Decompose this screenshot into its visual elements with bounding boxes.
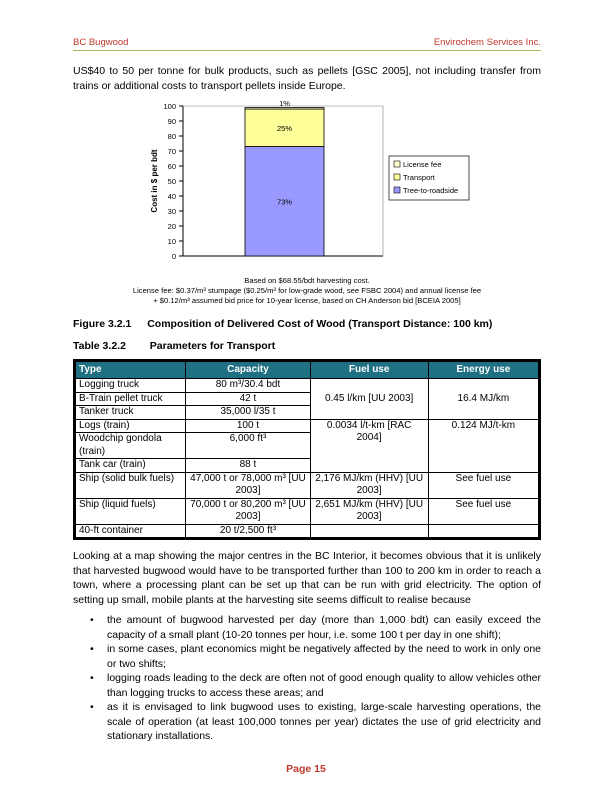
figure-number: Figure 3.2.1 [73,318,132,330]
cell-fuel-use: 2,176 MJ/km (HHV) [UU 2003] [310,472,428,498]
cell-capacity: 47,000 t or 78,000 m³ [UU 2003] [186,472,310,498]
cell-type: Logs (train) [75,419,186,433]
y-tick-label: 20 [167,222,176,231]
cell-type: Tanker truck [75,406,186,420]
body-paragraph: Looking at a map showing the major centres in the BC Interior, it becomes obvious that it is unlikely that harvested bugwood would have to be transported further than 100 to 200 km in order to reach a town, where a processing plant can be set up that can be run with grid electricity. The option of setting up small, mobile plants at the harvesting site seems difficult to realise because [73,550,541,606]
legend-label: Tree-to-roadside [403,186,459,195]
header-right: Envirochem Services Inc. [433,37,541,48]
cell-capacity: 88 t [186,459,310,473]
table-title: Parameters for Transport [149,340,276,352]
y-tick-label: 90 [167,117,176,126]
y-tick-label: 80 [167,132,176,141]
bullet-icon: • [90,614,94,626]
table-caption [73,340,275,352]
legend-label: License fee [403,160,442,169]
cell-energy-use: See fuel use [428,472,539,498]
y-tick-label: 10 [167,237,176,246]
list-item-text: the amount of bugwood harvested per day (more than 1,000 bdt) can easily exceed the capacity of a small plant (10-20 tonnes per hour, i.e. some 100 t per day in one shift); [107,614,541,641]
y-tick-label: 100 [163,102,176,111]
cell-fuel-use: 2,651 MJ/km (HHV) [UU 2003] [310,498,428,524]
cost-chart-svg [140,95,540,277]
cell-type: Ship (liquid fuels) [75,498,186,524]
cell-type: Ship (solid bulk fuels) [75,472,186,498]
cell-truck-energy: 16.4 MJ/km [428,379,539,420]
data-label: 73% [276,197,293,207]
data-label: 25% [276,123,293,133]
y-axis-label: Cost in $ per bdt [150,149,159,213]
y-tick-label: 70 [167,147,176,156]
data-label: 1% [279,99,290,108]
header-fuel-use: Fuel use [310,361,428,379]
header-rule [73,50,541,51]
cell-fuel-use-empty [310,524,428,539]
cell-capacity: 35,000 l/35 t [186,406,310,420]
cell-train-energy: 0.124 MJ/t-km [428,419,539,472]
chart-note-1: Based on $68.55/bdt harvesting cost. [244,276,370,285]
bullet-icon: • [90,701,94,713]
table-row [75,498,540,524]
cell-type: Logging truck [75,379,186,393]
intro-paragraph: US$40 to 50 per tonne for bulk products, such as pellets [GSC 2005], not including transfer from trains or additional costs to transport pellets inside Europe. [73,65,541,92]
cell-capacity: 80 m³/30.4 bdt [186,379,310,393]
list-item [73,671,541,700]
cost-chart [140,95,540,277]
table-row [75,472,540,498]
transport-parameters-table [73,359,541,540]
list-item [73,613,541,642]
y-ticks [163,102,183,261]
legend-swatch [394,174,400,180]
cell-energy-use-empty [428,524,539,539]
y-tick-label: 40 [167,192,176,201]
cell-train-fuel: 0.0034 l/t-km [RAC 2004] [310,419,428,472]
page-footer [0,763,612,775]
header-type: Type [75,361,186,379]
cell-type: B-Train pellet truck [75,392,186,406]
chart-note-2: License fee: $0.37/m³ stumpage ($0.25/m³ for low-grade wood, see FSBC 2004) and annual license fee [132,286,482,295]
list-item-text: in some cases, plant economics might be negatively affected by the need to work in only one or two shifts; [107,643,541,670]
header-left: BC Bugwood [73,37,129,48]
cell-capacity: 100 t [186,419,310,433]
y-tick-label: 0 [171,252,176,261]
cell-type: Woodchip gondola (train) [75,433,186,459]
cell-capacity: 42 t [186,392,310,406]
figure-caption [73,318,492,330]
legend-swatch [394,187,400,193]
bullet-icon: • [90,643,94,655]
cell-capacity: 20 t/2,500 ft³ [186,524,310,539]
legend-swatch [394,161,400,167]
y-tick-label: 50 [167,177,176,186]
figure-title: Composition of Delivered Cost of Wood (Transport Distance: 100 km) [147,318,493,330]
list-item [73,700,541,744]
reasons-list [73,613,541,744]
cell-capacity: 6,000 ft³ [186,433,310,459]
cell-type: 40-ft container [75,524,186,539]
table-row [75,419,540,433]
bullet-icon: • [90,672,94,684]
chart-note-3: + $0.12/m³ assumed bid price for 10-year license, based on CH Anderson bid [BCEIA 2005] [153,296,461,305]
header-capacity: Capacity [186,361,310,379]
cell-type: Tank car (train) [75,459,186,473]
cell-capacity: 70,000 t or 80,200 m³ [UU 2003] [186,498,310,524]
cell-energy-use: See fuel use [428,498,539,524]
y-tick-label: 60 [167,162,176,171]
list-item [73,642,541,671]
table-header-row [75,361,540,379]
page-label: Page [286,763,312,775]
bar-stack [245,99,324,256]
cell-truck-fuel: 0.45 l/km [UU 2003] [310,379,428,420]
y-tick-label: 30 [167,207,176,216]
table-row [75,379,540,393]
page-number: 15 [314,763,326,775]
table-row [75,524,540,539]
header-energy-use: Energy use [428,361,539,379]
list-item-text: logging roads leading to the deck are often not of good enough quality to allow vehicles other than logging trucks to access these areas; and [107,672,541,699]
table-number: Table 3.2.2 [73,340,126,352]
legend-label: Transport [403,173,435,182]
list-item-text: as it is envisaged to link bugwood uses to existing, large-scale harvesting operations, the scale of operation (at least 100,000 tonnes per year) dictates the use of grid electricity and stationary installations. [107,701,541,742]
